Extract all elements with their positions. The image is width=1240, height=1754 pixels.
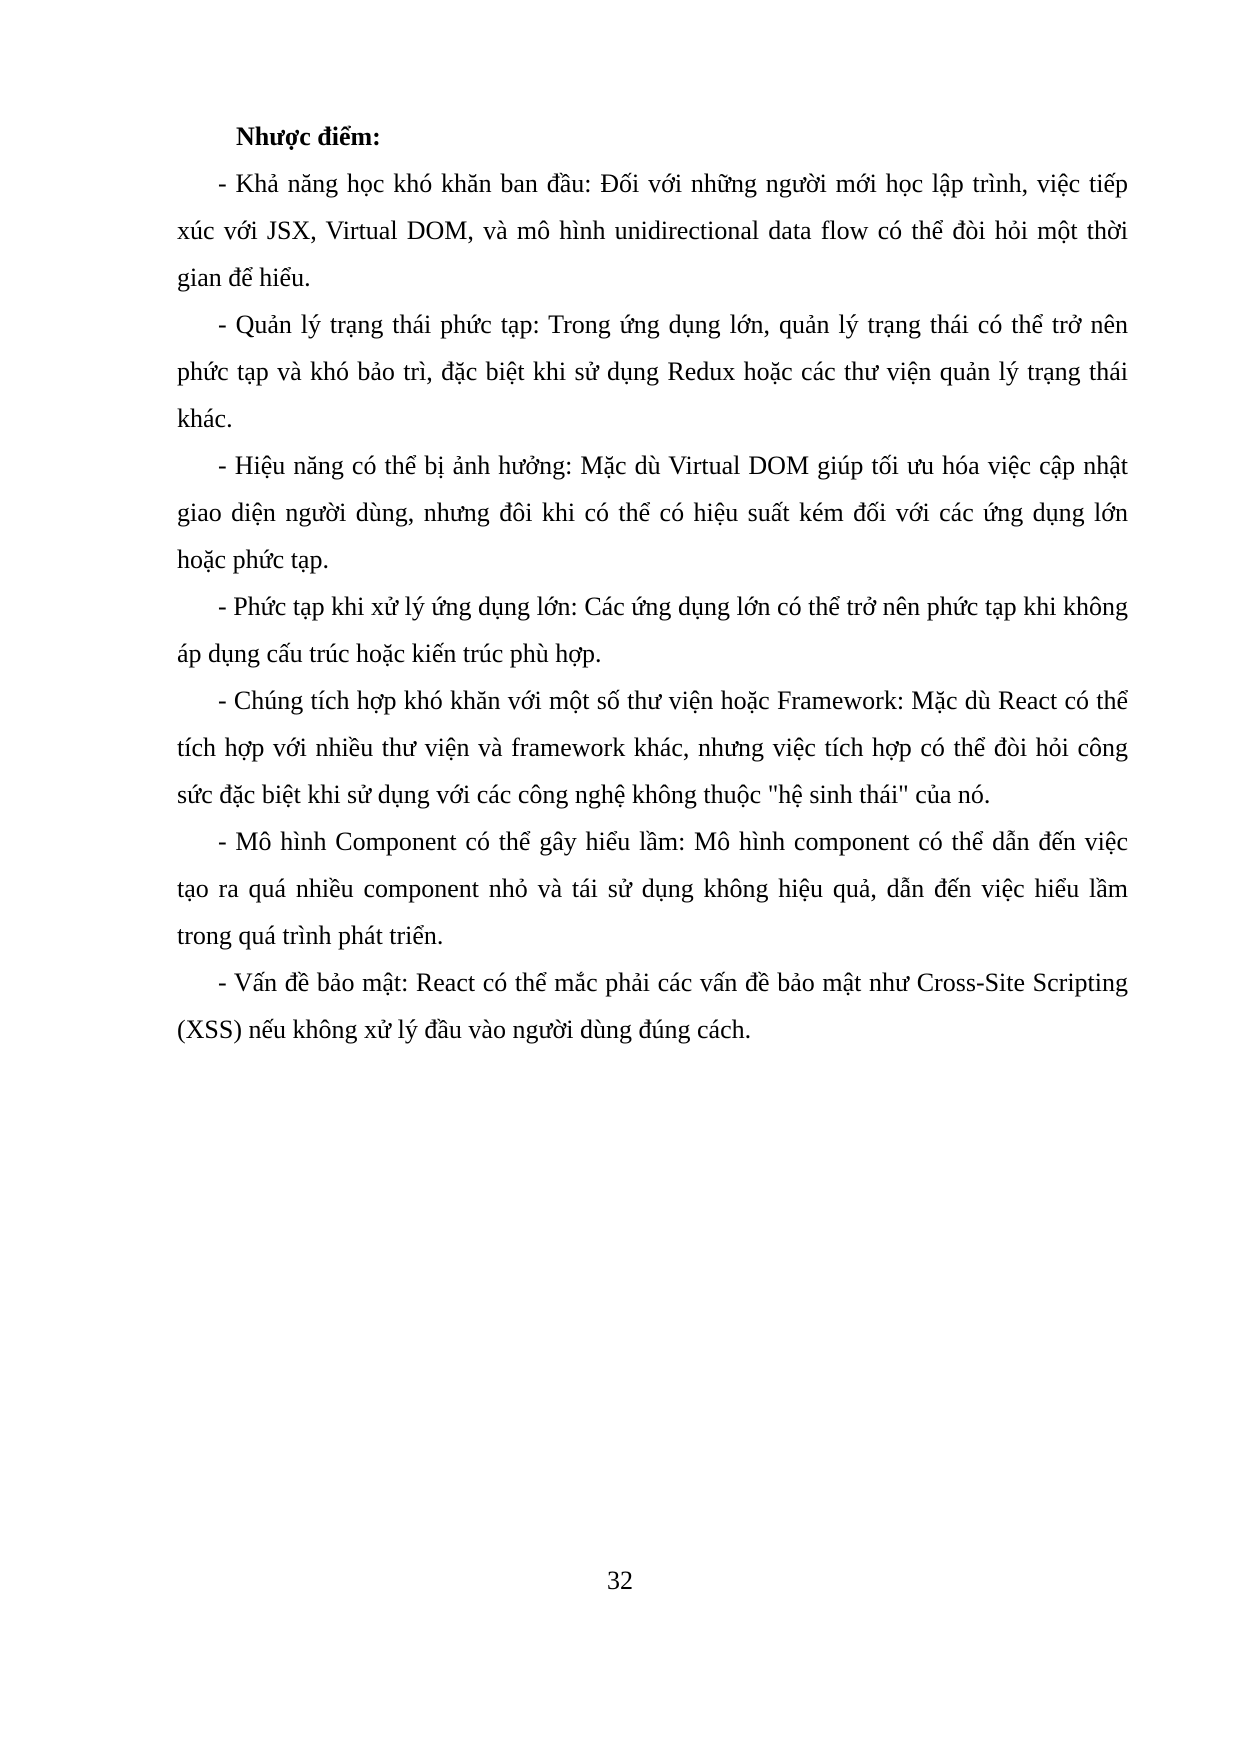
paragraph-learning-curve: - Khả năng học khó khăn ban đầu: Đối với những người mới học lập trình, việc tiếp xúc với JSX, Virtual DOM, và mô hình unidirectional data flow có thể đòi hỏi một thời gian để hiểu. xyxy=(177,169,1128,292)
page-body xyxy=(177,113,1128,1053)
section-heading: Nhược điểm: xyxy=(236,122,381,151)
page-number: 32 xyxy=(607,1566,633,1595)
paragraph-security: - Vấn đề bảo mật: React có thể mắc phải các vấn đề bảo mật như Cross-Site Scripting (XSS) nếu không xử lý đầu vào người dùng đúng cách. xyxy=(177,968,1128,1044)
paragraph-performance: - Hiệu năng có thể bị ảnh hưởng: Mặc dù Virtual DOM giúp tối ưu hóa việc cập nhật giao diện người dùng, nhưng đôi khi có thể có hiệu suất kém đối với các ứng dụng lớn hoặc phức tạp. xyxy=(177,451,1128,574)
paragraph-component-model: - Mô hình Component có thể gây hiểu lầm: Mô hình component có thể dẫn đến việc tạo ra quá nhiều component nhỏ và tái sử dụng không hiệu quả, dẫn đến việc hiểu lầm trong quá trình phát triển. xyxy=(177,827,1128,950)
paragraph-integration: - Chúng tích hợp khó khăn với một số thư viện hoặc Framework: Mặc dù React có thể tích hợp với nhiều thư viện và framework khác, nhưng việc tích hợp có thể đòi hỏi công sức đặc biệt khi sử dụng với các công nghệ không thuộc "hệ sinh thái" của nó. xyxy=(177,686,1128,809)
paragraph-large-apps: - Phức tạp khi xử lý ứng dụng lớn: Các ứng dụng lớn có thể trở nên phức tạp khi không áp dụng cấu trúc hoặc kiến trúc phù hợp. xyxy=(177,592,1128,668)
paragraph-state-management: - Quản lý trạng thái phức tạp: Trong ứng dụng lớn, quản lý trạng thái có thể trở nên phức tạp và khó bảo trì, đặc biệt khi sử dụng Redux hoặc các thư viện quản lý trạng thái khác. xyxy=(177,310,1128,433)
